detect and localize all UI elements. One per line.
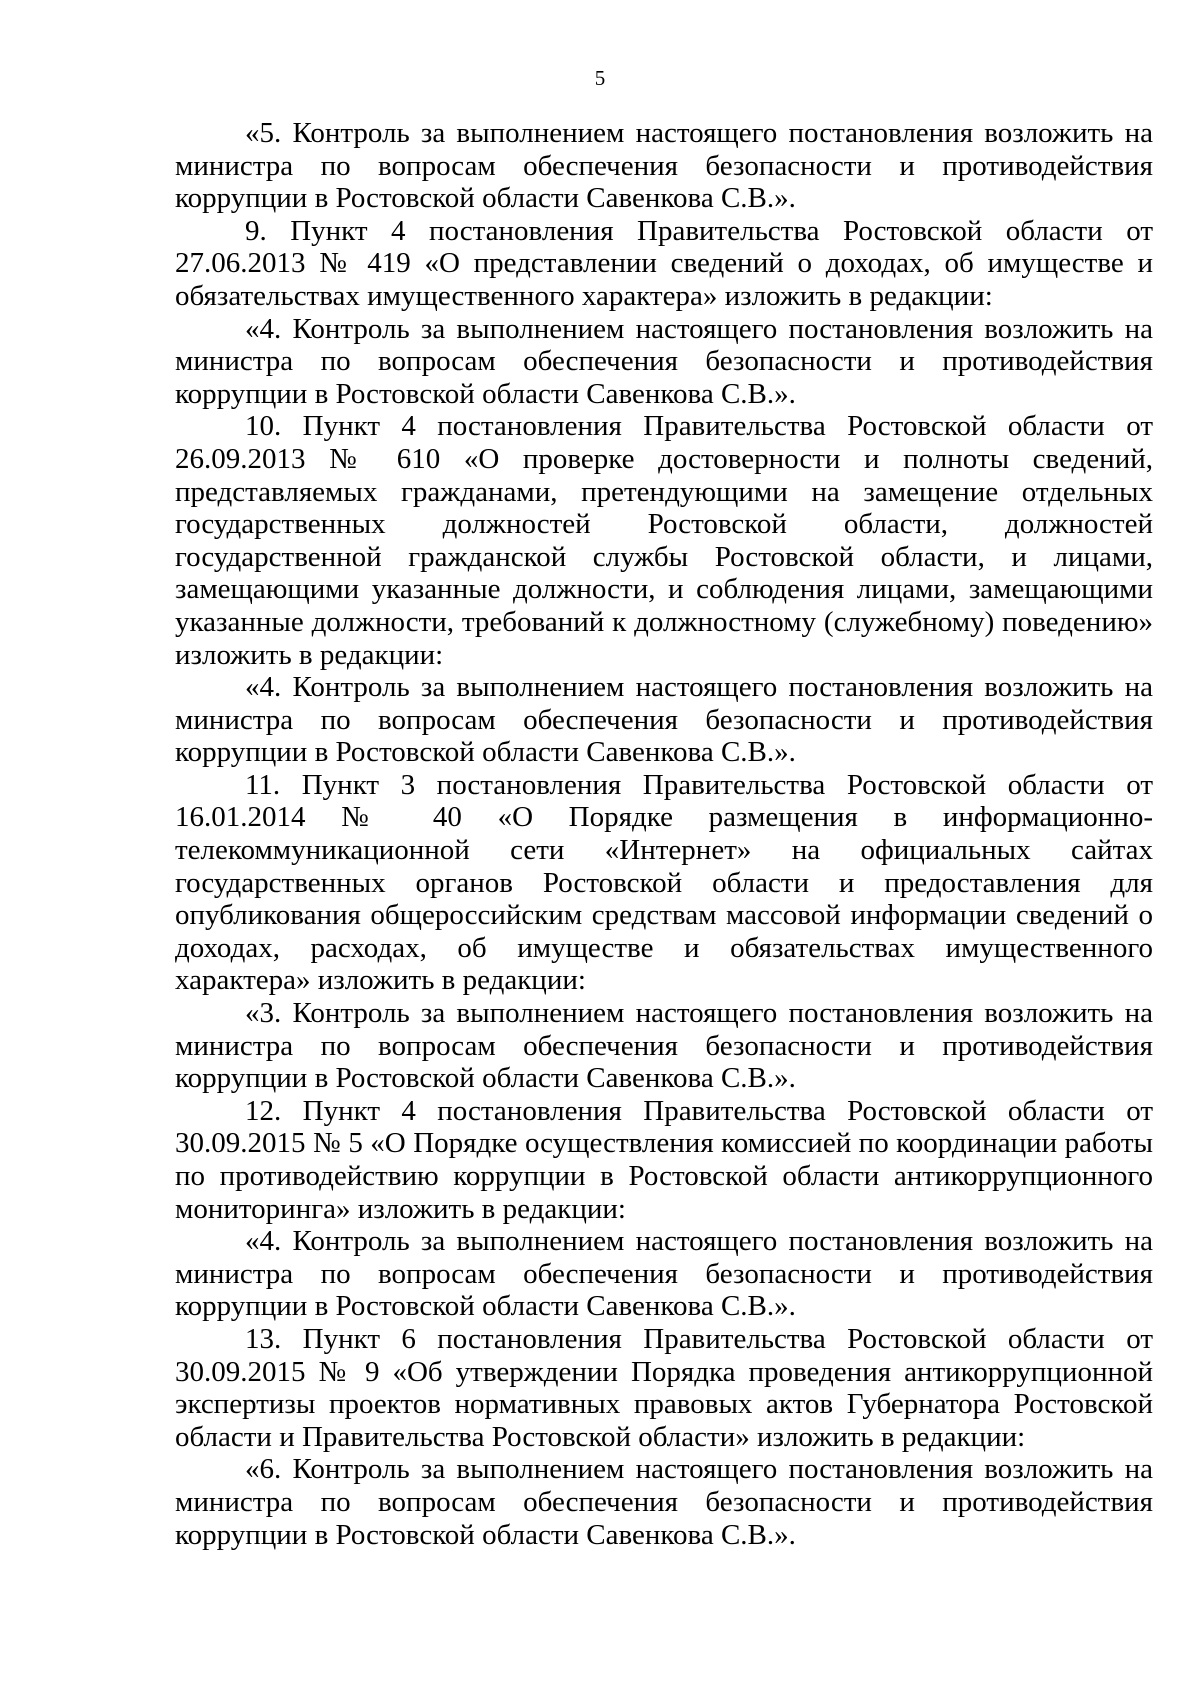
paragraph-amendment-item-12: «4. Контроль за выполнением настоящего постановления возложить на министра по вопросам обеспечения безопасности и противодействия коррупции в Ростовской области Савенкова С.В.». [175,1225,1153,1323]
paragraph-item-13: 13. Пункт 6 постановления Правительства Ростовской области от 30.09.2015 № 9 «Об утверждении Порядка проведения антикоррупционной экспертизы проектов нормативных правовых актов Губернатора Ростовской области и Правительства Ростовской области» изложить в редакции: [175,1322,1153,1453]
paragraph-item-9: 9. Пункт 4 постановления Правительства Ростовской области от 27.06.2013 № 419 «О представлении сведений о доходах, об имуществе и обязательствах имущественного характера» изложить в редакции: [175,214,1153,312]
paragraph-item-11: 11. Пункт 3 постановления Правительства Ростовской области от 16.01.2014 № 40 «О Порядке размещения в информационно-телекоммуникационной сети «Интернет» на официальных сайтах государственных органов Ростовской области и предоставления для опубликования общероссийским средствам массовой информации сведений о доходах, расходах, об имуществе и обязательствах имущественного характера» изложить в редакции: [175,768,1153,997]
paragraph-item-12: 12. Пункт 4 постановления Правительства Ростовской области от 30.09.2015 № 5 «О Порядке осуществления комиссией по координации работы по противодействию коррупции в Ростовской области антикоррупционного мониторинга» изложить в редакции: [175,1094,1153,1225]
paragraph-amendment-item-10: «4. Контроль за выполнением настоящего постановления возложить на министра по вопросам обеспечения безопасности и противодействия коррупции в Ростовской области Савенкова С.В.». [175,671,1153,769]
paragraph-item-10: 10. Пункт 4 постановления Правительства Ростовской области от 26.09.2013 № 610 «О проверке достоверности и полноты сведений, представляемых гражданами, претендующими на замещение отдельных государственных должностей Ростовской области, должностей государственной гражданской службы Ростовской области, и лицами, замещающими указанные должности, и соблюдения лицами, замещающими указанные должности, требований к должностному (служебному) поведению» изложить в редакции: [175,410,1153,671]
document-body [175,117,1153,1551]
paragraph-amendment-item-11: «3. Контроль за выполнением настоящего постановления возложить на министра по вопросам обеспечения безопасности и противодействия коррупции в Ростовской области Савенкова С.В.». [175,997,1153,1095]
paragraph-amendment-item-9: «4. Контроль за выполнением настоящего постановления возложить на министра по вопросам обеспечения безопасности и противодействия коррупции в Ростовской области Савенкова С.В.». [175,312,1153,410]
paragraph-amendment-item-13: «6. Контроль за выполнением настоящего постановления возложить на министра по вопросам обеспечения безопасности и противодействия коррупции в Ростовской области Савенкова С.В.». [175,1453,1153,1551]
page-number: 5 [594,66,606,90]
paragraph-amendment-5-text: «5. Контроль за выполнением настоящего постановления возложить на министра по вопросам обеспечения безопасности и противодействия коррупции в Ростовской области Савенкова С.В.». [175,117,1153,215]
